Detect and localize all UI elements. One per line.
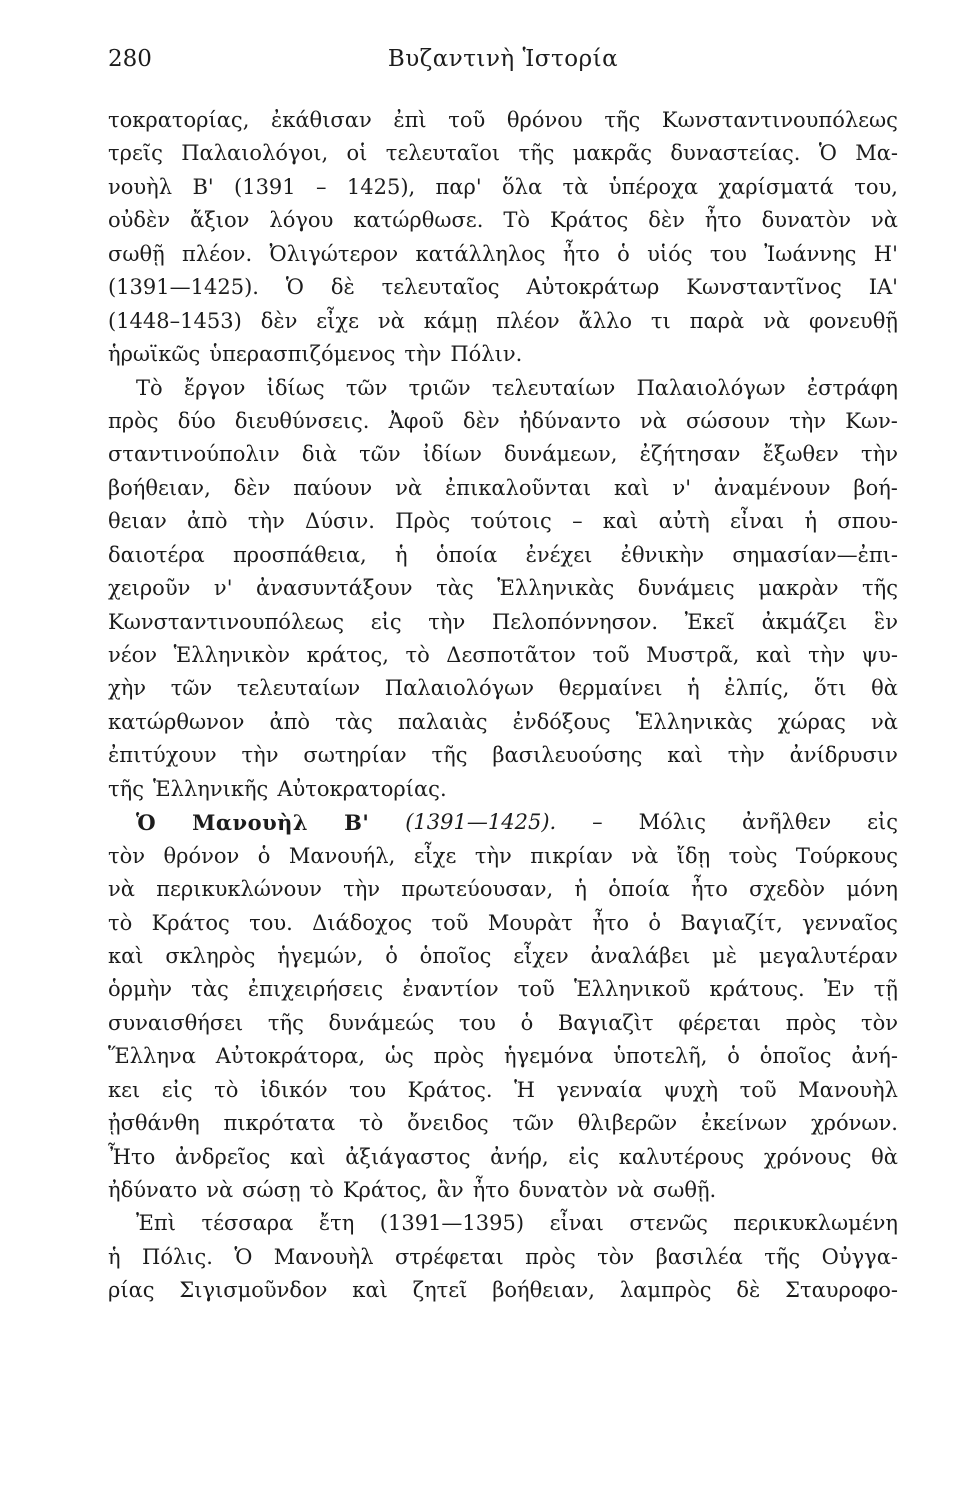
text-line: σταντινούπολιν διὰ τῶν ἰδίων δυνάμεων, ἐζήτησαν ἔξωθεν τὴν	[108, 442, 898, 467]
text-line: χειροῦν ν' ἀνασυντάξουν τὰς Ἑλληνικὰς δυνάμεις μακρὰν τῆς	[108, 576, 898, 601]
text-line: βοήθειαν, δὲν παύουν νὰ ἐπικαλοῦνται καὶ ν' ἀναμένουν βοή-	[108, 475, 898, 500]
text-line: κατώρθωνον ἀπὸ τὰς παλαιὰς ἐνδόξους Ἑλληνικὰς χώρας νὰ	[108, 709, 898, 734]
text-line: Τὸ ἔργον ἰδίως τῶν τριῶν τελευταίων Παλαιολόγων ἐστράφη	[136, 375, 898, 400]
text-line: ᾐσθάνθη πικρότατα τὸ ὄνειδος τῶν θλιβερῶν ἐκείνων χρόνων.	[108, 1111, 898, 1136]
text-line: ἡρωϊκῶς ὑπερασπιζόμενος τὴν Πόλιν.	[108, 342, 523, 367]
text-line: τῆς Ἑλληνικῆς Αὐτοκρατορίας.	[108, 776, 447, 801]
text-line: τοκρατορίας, ἐκάθισαν ἐπὶ τοῦ θρόνου τῆς Κωνσταντινουπόλεως	[108, 108, 898, 132]
text-line: πρὸς δύο διευθύνσεις. Ἀφοῦ δὲν ἠδύναντο νὰ σώσουν τὴν Κων-	[108, 408, 898, 433]
text-line: ρίας Σιγισμοῦνδον καὶ ζητεῖ βοήθειαν, λαμπρὸς δὲ Σταυροφο-	[108, 1278, 898, 1303]
text-line: νουὴλ Β' (1391 – 1425), παρ' ὅλα τὰ ὑπέροχα χαρίσματά του,	[108, 174, 898, 199]
text-line: νὰ περικυκλώνουν τὴν πρωτεύουσαν, ἡ ὁποία ἦτο σχεδὸν μόνη	[108, 877, 898, 902]
running-title: Βυζαντινὴ Ἱστορία	[387, 46, 619, 72]
text-line: (1448–1453) δὲν εἶχε νὰ κάμῃ πλέον ἄλλο τι παρὰ νὰ φονευθῇ	[108, 308, 898, 333]
text-line: Ἕλληνα Αὐτοκράτορα, ὡς πρὸς ἡγεμόνα ὑποτελῆ, ὁ ὁποῖος ἀνή-	[108, 1044, 898, 1069]
text-line: σωθῇ πλέον. Ὀλιγώτερον κατάλληλος ἦτο ὁ υἱός του Ἰωάννης Η'	[108, 241, 898, 266]
text-line: τὸν θρόνον ὁ Μανουήλ, εἶχε τὴν πικρίαν νὰ ἴδῃ τοὺς Τούρκους	[108, 843, 898, 868]
text-line: ἠδύνατο νὰ σώσῃ τὸ Κράτος, ἂν ἦτο δυνατὸν νὰ σωθῇ.	[108, 1178, 717, 1202]
text-line: Ὁ Μανουὴλ Β' (1391—1425). – Μόλις ἀνῆλθεν εἰς	[136, 810, 898, 836]
text-line: χὴν τῶν τελευταίων Παλαιολόγων θερμαίνει ἡ ἐλπίς, ὅτι θὰ	[108, 676, 898, 701]
page-header	[108, 40, 898, 80]
text-line: οὐδὲν ἄξιον λόγου κατώρθωσε. Τὸ Κράτος δὲν ἦτο δυνατὸν νὰ	[108, 208, 898, 233]
text-line: Ἐπὶ τέσσαρα ἔτη (1391—1395) εἶναι στενῶς περικυκλωμένη	[136, 1211, 898, 1236]
text-line: δαιοτέρα προσπάθεια, ἡ ὁποία ἐνέχει ἐθνικὴν σημασίαν—ἐπι-	[108, 542, 898, 567]
text-line: ἡ Πόλις. Ὁ Μανουὴλ στρέφεται πρὸς τὸν βασιλέα τῆς Οὐγγα-	[108, 1244, 898, 1269]
text-line: ὁρμὴν τὰς ἐπιχειρήσεις ἐναντίον τοῦ Ἑλληνικοῦ κράτους. Ἐν τῇ	[108, 977, 898, 1002]
text-line: τρεῖς Παλαιολόγοι, οἱ τελευταῖοι τῆς μακρᾶς δυναστείας. Ὁ Μα-	[108, 141, 898, 166]
text-line: νέον Ἑλληνικὸν κράτος, τὸ Δεσποτᾶτον τοῦ Μυστρᾶ, καὶ τὴν ψυ-	[108, 643, 898, 667]
text-line: τὸ Κράτος του. Διάδοχος τοῦ Μουρὰτ ἦτο ὁ Βαγιαζίτ, γενναῖος	[108, 910, 898, 935]
text-line: ἐπιτύχουν τὴν σωτηρίαν τῆς βασιλευούσης καὶ τὴν ἀνίδρυσιν	[108, 743, 898, 768]
text-line: (1391—1425). Ὁ δὲ τελευταῖος Αὐτοκράτωρ Κωνσταντῖνος ΙΑ'	[108, 275, 898, 300]
text-line: Ἦτο ἀνδρεῖος καὶ ἀξιάγαστος ἀνήρ, εἰς καλυτέρους χρόνους θὰ	[108, 1144, 898, 1169]
body-text	[108, 104, 898, 1308]
text-line: καὶ σκληρὸς ἡγεμών, ὁ ὁποῖος εἶχεν ἀναλάβει μὲ μεγαλυτέραν	[108, 943, 898, 968]
text-line: θειαν ἀπὸ τὴν Δύσιν. Πρὸς τούτοις – καὶ αὐτὴ εἶναι ἡ σπου-	[108, 509, 898, 534]
text-line: Κωνσταντινουπόλεως εἰς τὴν Πελοπόννησον. Ἐκεῖ ἀκμάζει ἓν	[108, 609, 898, 634]
page-number: 280	[108, 46, 152, 72]
text-line: κει εἰς τὸ ἰδικόν του Κράτος. Ἡ γενναία ψυχὴ τοῦ Μανουὴλ	[108, 1077, 898, 1102]
text-line: συναισθήσει τῆς δυνάμεώς του ὁ Βαγιαζὶτ φέρεται πρὸς τὸν	[108, 1010, 898, 1035]
